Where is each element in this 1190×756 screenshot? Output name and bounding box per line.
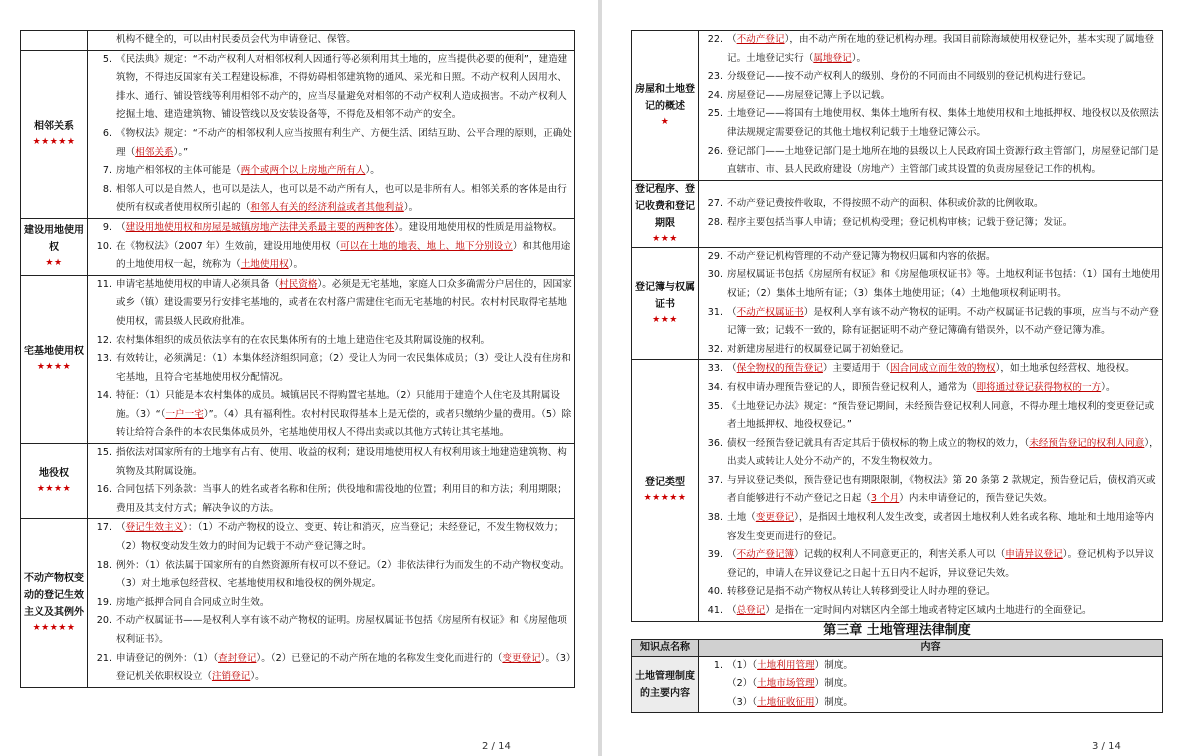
text-segment: （ bbox=[116, 221, 126, 233]
item-text bbox=[116, 594, 574, 613]
table-row bbox=[21, 50, 575, 218]
highlighted-answer: 土地征收征用 bbox=[757, 696, 815, 708]
list-item bbox=[699, 546, 1162, 583]
content-cell bbox=[88, 31, 575, 51]
list-item bbox=[699, 657, 1162, 676]
highlighted-answer: 变更登记 bbox=[755, 512, 795, 524]
text-segment: ）制度。 bbox=[814, 678, 854, 690]
text-segment: ）记载的权利人不同意更正的，利害关系人可以（ bbox=[794, 549, 1006, 561]
highlighted-answer: 查封登记 bbox=[218, 652, 257, 664]
item-number: 16. bbox=[96, 484, 112, 496]
highlighted-answer: 注销登记 bbox=[211, 671, 251, 683]
list-item bbox=[699, 675, 1162, 694]
item-text bbox=[727, 195, 1162, 214]
highlighted-answer: 变更登记 bbox=[502, 652, 541, 664]
text-segment: ）：（1）不动产物权的设立、变更、转让和消灭，应当登记；未经登记，不发生物权效力；（2）物权变动发生效力的时间为记载于不动产登记簿之时。 bbox=[116, 522, 564, 553]
highlighted-answer: 不动产权属证书 bbox=[736, 306, 804, 318]
table-row bbox=[632, 360, 1163, 621]
highlighted-answer: 可以在土地的地表、地上、地下分别设立 bbox=[340, 240, 513, 252]
item-number: 26. bbox=[707, 145, 723, 157]
item-text bbox=[727, 143, 1162, 180]
item-text bbox=[727, 546, 1162, 583]
topic-name: 房屋和土地登记的概述 bbox=[635, 83, 695, 112]
text-segment: ）。 bbox=[403, 202, 419, 214]
importance-stars: ★★★ bbox=[652, 315, 678, 326]
text-segment: ）内未申请登记的，预告登记失效。 bbox=[899, 493, 1053, 505]
topic-cell bbox=[632, 247, 699, 360]
text-segment: 不动产权属证书——是权利人享有该不动产物权的证明。房屋权属证书包括《房屋所有权证》和《房屋他项权利证书》。 bbox=[116, 615, 567, 645]
highlighted-answer: 和邻人有关的经济利益或者其他利益 bbox=[250, 202, 404, 214]
list-item bbox=[699, 398, 1162, 435]
list-item bbox=[88, 557, 574, 594]
table-row bbox=[21, 444, 575, 519]
item-number: 27. bbox=[707, 198, 723, 210]
item-number bbox=[699, 675, 727, 694]
text-segment: ）和其他用途的土地使用权一起，统称为（ bbox=[116, 240, 571, 271]
list-item bbox=[88, 51, 574, 125]
text-segment: ）。 bbox=[288, 259, 304, 271]
item-number: 34. bbox=[707, 381, 723, 393]
item-text bbox=[116, 276, 574, 332]
topic-cell bbox=[632, 656, 699, 713]
text-segment: ）。 bbox=[1101, 381, 1116, 393]
list-item bbox=[88, 31, 574, 50]
list-item bbox=[699, 602, 1162, 621]
list-item bbox=[699, 214, 1162, 233]
list-item bbox=[699, 472, 1162, 509]
text-segment: ）。登记机构予以异议登记的，申请人在异议登记之日起十五日内不起诉，异议登记失效。 bbox=[727, 549, 1154, 579]
item-text bbox=[727, 105, 1162, 142]
item-number: 15. bbox=[96, 447, 112, 459]
item-number: 39. bbox=[707, 549, 723, 561]
list-item bbox=[88, 519, 574, 556]
text-segment: （ bbox=[727, 549, 737, 561]
content-cell bbox=[88, 519, 575, 687]
text-segment: 指依法对国家所有的土地享有占有、使用、收益的权利；建设用地使用权人有权利用该土地建造建筑物、构筑物及其附属设施。 bbox=[116, 447, 567, 477]
text-segment: 在《物权法》（2007 年）生效前，建设用地使用权（ bbox=[116, 240, 341, 252]
text-segment: ）是权利人享有该不动产物权的证明。不动产权属证书记载的事项，应当与不动产登记簿一致；记载不一致的，除有证据证明不动产登记簿确有错误外，以不动产登记簿为准。 bbox=[727, 306, 1159, 337]
text-segment: 与异议登记类似，预告登记也有期限限制，《物权法》第 20 条第 2 款规定，预告登记后，债权消灭或者自能够进行不动产登记之日起（ bbox=[727, 474, 1156, 505]
highlighted-answer: 总登记 bbox=[736, 605, 766, 617]
content-cell bbox=[699, 31, 1163, 181]
item-text bbox=[116, 481, 574, 518]
topic-name: 建设用地使用权 bbox=[24, 225, 84, 254]
text-segment: 房地产抵押合同自合同成立时生效。 bbox=[116, 596, 270, 608]
item-text bbox=[727, 341, 1162, 360]
table-row bbox=[632, 656, 1163, 713]
list-item bbox=[88, 238, 574, 275]
list-item bbox=[699, 195, 1162, 214]
text-segment: 《民法典》规定：“不动产权利人对相邻权利人因通行等必须利用其土地的，应当提供必要的便利”，建造建筑物，不得违反国家有关工程建设标准，不得妨碍相邻建筑物的通风、采光和日照。不动产权利人因用水、排水、通行、铺设管线等利用相邻不动产的，应当尽量避免对相邻的不动产权利人造成损害。不动产权利人挖掘土地、建造建筑物、铺设管线以及安装设备等，不得危及相邻不动产的安全。 bbox=[116, 53, 568, 121]
item-number: 1. bbox=[713, 659, 723, 671]
text-segment: 申请登记的例外：（1）（ bbox=[116, 652, 219, 664]
item-text bbox=[116, 181, 574, 218]
item-text bbox=[727, 214, 1162, 233]
text-segment: 合同包括下列条款：当事人的姓名或者名称和住所；供役地和需役地的位置；利用目的和方法；利用期限；费用及其支付方式；解决争议的方法。 bbox=[116, 484, 567, 514]
content-cell bbox=[699, 180, 1163, 247]
item-text bbox=[727, 360, 1162, 379]
topic-name: 不动产物权变动的登记生效主义及其例外 bbox=[24, 573, 84, 619]
topic-cell bbox=[21, 31, 88, 51]
list-item bbox=[699, 341, 1162, 360]
item-number: 14. bbox=[96, 390, 112, 402]
text-segment: 申请宅基地使用权的申请人必须具备（ bbox=[116, 278, 280, 290]
text-segment: ）制度。 bbox=[814, 696, 854, 708]
list-item bbox=[699, 248, 1162, 267]
item-number: 29. bbox=[707, 250, 723, 262]
content-cell bbox=[88, 50, 575, 218]
item-text bbox=[727, 602, 1162, 621]
text-segment: 房地产相邻权的主体可能是（ bbox=[116, 165, 241, 177]
item-number: 19. bbox=[96, 596, 112, 608]
text-segment: ），出卖人或转让人处分不动产的，不发生物权效力。 bbox=[727, 437, 1159, 468]
highlighted-answer: 一户一宅 bbox=[165, 408, 204, 420]
text-segment: 例外：（1）依法属于国家所有的自然资源所有权可以不登记。（2）非依法律行为而发生的不动产物权变动。（3）对土地承包经营权、宅基地使用权和地役权的例外规定。 bbox=[116, 559, 570, 590]
list-item bbox=[699, 694, 1162, 713]
topic-cell bbox=[21, 50, 88, 218]
text-segment: （ bbox=[727, 34, 737, 45]
chapter-title: 第三章 土地管理法律制度 bbox=[823, 622, 971, 638]
item-number: 25. bbox=[707, 108, 723, 120]
highlighted-answer: 不动产登记簿 bbox=[736, 549, 795, 561]
item-text bbox=[727, 583, 1162, 602]
content-cell bbox=[699, 656, 1163, 713]
text-segment: ）。（3）登记机关依职权设立（ bbox=[116, 652, 571, 683]
text-segment: ）。（2）已登记的不动产所在地的名称发生变化而进行的（ bbox=[256, 652, 503, 664]
highlighted-answer: 两个或两个以上房地产所有人 bbox=[240, 165, 366, 177]
content-cell bbox=[88, 444, 575, 519]
list-item bbox=[88, 276, 574, 332]
page-number: 2 / 14 bbox=[482, 741, 511, 752]
text-segment: ）制度。 bbox=[814, 659, 854, 671]
list-item bbox=[88, 125, 574, 162]
list-item bbox=[88, 594, 574, 613]
text-segment: 土地登记——将国有土地使用权、集体土地所有权、集体土地使用权和土地抵押权、地役权以及依照法律法规规定需要登记的其他土地权利记载于土地登记簿公示。 bbox=[727, 108, 1159, 138]
text-segment: （ bbox=[727, 363, 737, 375]
list-item bbox=[699, 87, 1162, 106]
item-text bbox=[116, 162, 574, 181]
item-number: 6. bbox=[102, 127, 112, 139]
topic-name: 宅基地使用权 bbox=[24, 346, 84, 358]
item-number bbox=[699, 694, 727, 713]
text-segment: 房屋登记——房屋登记簿上予以记载。 bbox=[727, 89, 891, 101]
list-item bbox=[88, 612, 574, 649]
table-row bbox=[21, 218, 575, 275]
list-item bbox=[88, 481, 574, 518]
text-segment: ）是指在一定时间内对辖区内全部土地或者特定区域内土地进行的全面登记。 bbox=[765, 605, 1092, 617]
highlighted-answer: 建设用地使用权和房屋是城镇房地产法律关系最主要的两种客体 bbox=[125, 221, 395, 233]
item-text bbox=[727, 248, 1162, 267]
list-item bbox=[88, 387, 574, 443]
topic-cell bbox=[21, 519, 88, 687]
topic-cell bbox=[632, 31, 699, 181]
item-number: 13. bbox=[96, 353, 112, 365]
item-number: 18. bbox=[96, 559, 112, 571]
text-segment: ）。 bbox=[851, 52, 867, 64]
text-segment: ）。建设用地使用权的性质是用益物权。 bbox=[394, 221, 563, 233]
list-item bbox=[88, 181, 574, 218]
item-number: 33. bbox=[707, 363, 723, 375]
item-number: 32. bbox=[707, 343, 723, 355]
highlighted-answer: 即将通过登记获得物权的一方 bbox=[976, 381, 1102, 393]
chapter-row bbox=[632, 621, 1163, 639]
text-segment: ）主要适用于（ bbox=[822, 363, 891, 375]
item-text bbox=[116, 519, 574, 556]
text-segment: 《土地登记办法》规定：“预告登记期间，未经预告登记权利人同意，不得办理土地权利的变更登记或者土地抵押权、地役权登记。” bbox=[727, 400, 1155, 431]
text-segment: （1）（ bbox=[727, 659, 758, 671]
item-number: 17. bbox=[96, 522, 112, 534]
text-segment: （ bbox=[116, 522, 126, 534]
list-item bbox=[699, 304, 1162, 341]
topic-name: 相邻关系 bbox=[34, 121, 74, 133]
text-segment: ）。 bbox=[250, 671, 265, 683]
column-header: 知识点名称 bbox=[632, 639, 699, 656]
item-text bbox=[116, 387, 574, 443]
item-number: 41. bbox=[707, 605, 723, 617]
text-segment: ），是指因土地权利人发生改变，或者因土地权利人姓名或名称、地址和土地用途等内容发生变更而进行的登记。 bbox=[727, 512, 1154, 542]
item-text bbox=[116, 51, 574, 125]
item-number: 28. bbox=[707, 216, 723, 228]
highlighted-answer: 土地利用管理 bbox=[757, 659, 815, 671]
importance-stars: ★★★★ bbox=[36, 484, 72, 495]
list-item bbox=[699, 583, 1162, 602]
text-segment: （2）（ bbox=[727, 678, 758, 690]
text-segment: ）。必须是无宅基地，家庭人口众多确需分户居住的，因国家或乡（镇）建设需要另行安排宅基地的，或者在农村落户需建住宅而无宅基地的村民。农村村民取得宅基地使用权，需县级人民政府批准。 bbox=[116, 278, 572, 327]
table-row bbox=[21, 275, 575, 443]
list-item bbox=[88, 350, 574, 387]
text-segment: 房屋权属证书包括《房屋所有权证》和《房屋他项权证书》等。土地权利证书包括：（1）国有土地使用权证；（2）集体土地所有证；（3）集体土地使用证；（4）土地他项权利证明书。 bbox=[727, 269, 1161, 299]
item-text bbox=[116, 650, 574, 687]
item-number: 5. bbox=[102, 53, 112, 65]
item-number: 22. bbox=[707, 34, 723, 45]
item-text bbox=[727, 68, 1162, 87]
topic-cell bbox=[21, 218, 88, 275]
text-segment: 土地（ bbox=[727, 512, 756, 524]
item-text bbox=[116, 444, 574, 481]
table-row bbox=[21, 31, 575, 51]
item-text bbox=[727, 657, 1162, 676]
list-item bbox=[699, 266, 1162, 303]
text-segment: ），由不动产所在地的登记机构办理。我国目前除海域使用权登记外，基本实现了属地登记。土地登记实行（ bbox=[727, 34, 1154, 64]
content-cell bbox=[88, 218, 575, 275]
item-number: 40. bbox=[707, 586, 723, 598]
text-segment: 相邻人可以是自然人，也可以是法人，也可以是不动产所有人，也可以是非所有人。相邻关系的客体是由行使所有权或者使用权所引起的（ bbox=[116, 183, 567, 214]
item-number: 30. bbox=[707, 269, 723, 281]
item-number: 35. bbox=[707, 400, 723, 412]
text-segment: 有权申请办理预告登记的人，即预告登记权利人，通常为（ bbox=[727, 381, 977, 393]
text-segment: 分级登记——按不动产权利人的级别、身份的不同而由不同级别的登记机构进行登记。 bbox=[727, 71, 1092, 83]
importance-stars: ★★ bbox=[45, 258, 63, 269]
item-number: 24. bbox=[707, 89, 723, 101]
item-number: 10. bbox=[96, 240, 112, 252]
topic-name: 登记簿与权属证书 bbox=[635, 282, 695, 311]
highlighted-answer: 土地市场管理 bbox=[757, 678, 815, 690]
highlighted-answer: 未经预告登记的权利人同意 bbox=[1029, 437, 1145, 449]
highlighted-answer: 申请异议登记 bbox=[1005, 549, 1063, 561]
topic-cell bbox=[21, 275, 88, 443]
highlighted-answer: 3 个月 bbox=[870, 493, 900, 505]
item-text bbox=[727, 266, 1162, 303]
text-segment: ）。” bbox=[173, 146, 189, 158]
highlighted-answer: 村民资格 bbox=[279, 278, 318, 290]
item-number: 21. bbox=[96, 652, 112, 664]
item-text bbox=[116, 31, 574, 50]
item-text bbox=[116, 557, 574, 594]
list-item bbox=[88, 332, 574, 351]
importance-stars: ★★★★★ bbox=[32, 623, 76, 634]
item-text bbox=[727, 435, 1162, 472]
list-item bbox=[699, 509, 1162, 546]
item-number: 31. bbox=[707, 306, 723, 318]
list-item bbox=[699, 31, 1162, 68]
text-segment: 债权一经预告登记就具有否定其后于债权标的物上成立的物权的效力，（ bbox=[727, 437, 1030, 449]
topic-cell bbox=[632, 360, 699, 621]
text-segment: 对新建房屋进行的权属登记属于初始登记。 bbox=[727, 343, 910, 355]
item-text bbox=[116, 219, 574, 238]
knowledge-table-right bbox=[631, 30, 1163, 713]
content-cell bbox=[699, 247, 1163, 360]
text-segment: 特征：（1）只能是本农村集体的成员。城镇居民不得购置宅基地。（2）只能用于建造个人住宅及其附属设施。（3）“（ bbox=[116, 390, 560, 420]
item-text bbox=[116, 612, 574, 649]
item-number: 8. bbox=[102, 183, 112, 195]
table-header-row bbox=[632, 639, 1163, 656]
topic-cell bbox=[632, 180, 699, 247]
list-item bbox=[88, 444, 574, 481]
text-segment: ）。 bbox=[365, 165, 380, 177]
item-text bbox=[727, 398, 1162, 435]
text-segment: ）”。（4）具有福利性。农村村民取得基本上是无偿的，或者只缴纳少量的费用。（5）除转让给符合条件的本农民集体成员外，宅基地使用权人不得出卖或以其他方式转让其宅基地。 bbox=[116, 408, 572, 439]
highlighted-answer: 不动产登记 bbox=[736, 34, 785, 45]
table-row bbox=[632, 31, 1163, 181]
list-item bbox=[88, 650, 574, 687]
text-segment: 有效转让，必须满足：（1）本集体经济组织同意；（2）受让人为同一农民集体成员；（3）受让人没有住房和宅基地，且符合宅基地使用权分配情况。 bbox=[116, 353, 571, 383]
text-segment: 登记部门——土地登记部门是土地所在地的县级以上人民政府国土资源行政主管部门，房屋登记部门是直辖市、市、县人民政府建设（房地产）主管部门或其设置的负责房屋登记工作的机构。 bbox=[727, 145, 1159, 176]
item-text bbox=[116, 332, 574, 351]
item-text bbox=[727, 31, 1162, 68]
list-item bbox=[699, 68, 1162, 87]
list-item bbox=[88, 219, 574, 238]
item-number: 9. bbox=[102, 221, 112, 233]
item-number: 12. bbox=[96, 334, 112, 346]
topic-name: 登记程序、登记收费和登记期限 bbox=[635, 183, 695, 229]
text-segment: 不动产登记机构管理的不动产登记簿为物权归属和内容的依据。 bbox=[727, 250, 996, 262]
text-segment: （3）（ bbox=[727, 696, 758, 708]
item-text bbox=[116, 125, 574, 162]
item-text bbox=[727, 304, 1162, 341]
text-segment: 程序主要包括当事人申请；登记机构受理；登记机构审核；记载于登记簿；发证。 bbox=[727, 216, 1073, 228]
importance-stars: ★★★★★ bbox=[643, 493, 687, 504]
item-text bbox=[727, 87, 1162, 106]
item-number: 7. bbox=[102, 165, 112, 177]
highlighted-answer: 因合同成立而生效的物权 bbox=[890, 363, 996, 375]
list-item bbox=[699, 360, 1162, 379]
list-item bbox=[699, 435, 1162, 472]
text-segment: （ bbox=[727, 605, 737, 617]
item-number bbox=[88, 31, 116, 50]
text-segment: 《物权法》规定：“不动产的相邻权利人应当按照有利生产、方便生活、团结互助、公平合理的原则，正确处理（ bbox=[116, 127, 572, 158]
topic-name: 土地管理制度的主要内容 bbox=[635, 670, 695, 699]
knowledge-table-left bbox=[20, 30, 575, 688]
item-number: 36. bbox=[707, 437, 723, 449]
highlighted-answer: 属地登记 bbox=[813, 52, 852, 64]
item-text bbox=[116, 350, 574, 387]
item-number: 37. bbox=[707, 474, 723, 486]
item-text bbox=[727, 675, 1162, 694]
highlighted-answer: 相邻关系 bbox=[135, 146, 174, 158]
importance-stars: ★★★★★ bbox=[32, 137, 76, 148]
table-row bbox=[21, 519, 575, 687]
item-number: 20. bbox=[96, 615, 112, 627]
topic-cell bbox=[21, 444, 88, 519]
importance-stars: ★ bbox=[660, 116, 670, 127]
item-number: 11. bbox=[96, 278, 112, 290]
list-item bbox=[699, 379, 1162, 398]
content-cell bbox=[699, 360, 1163, 621]
item-text bbox=[727, 694, 1162, 713]
importance-stars: ★★★★ bbox=[36, 362, 72, 373]
topic-name: 地役权 bbox=[39, 468, 69, 480]
item-text bbox=[727, 379, 1162, 398]
list-item bbox=[699, 105, 1162, 142]
table-row bbox=[632, 180, 1163, 247]
highlighted-answer: 保全物权的预告登记 bbox=[736, 363, 823, 375]
item-text bbox=[116, 238, 574, 275]
document-page-right bbox=[602, 0, 1190, 756]
list-item bbox=[88, 162, 574, 181]
text-segment: 转移登记是指不动产物权从转让人转移到受让人时办理的登记。 bbox=[727, 586, 996, 598]
highlighted-answer: 土地使用权 bbox=[240, 259, 289, 271]
column-header: 内容 bbox=[699, 639, 1163, 656]
importance-stars: ★★★ bbox=[652, 233, 678, 244]
item-number: 38. bbox=[707, 512, 723, 524]
text-segment: 不动产登记费按件收取，不得按照不动产的面积、体积或价款的比例收取。 bbox=[727, 198, 1044, 210]
highlighted-answer: 登记生效主义 bbox=[125, 522, 184, 534]
item-number: 23. bbox=[707, 71, 723, 83]
text-segment: 农村集体组织的成员依法享有的在农民集体所有的土地上建造住宅及其附属设施的权利。 bbox=[116, 334, 491, 346]
text-segment: ），如土地承包经营权、地役权。 bbox=[995, 363, 1135, 375]
text-segment: （ bbox=[727, 306, 737, 318]
table-row bbox=[632, 247, 1163, 360]
item-text bbox=[727, 472, 1162, 509]
text-segment: 机构不健全的，可以由村民委员会代为申请登记、保管。 bbox=[116, 34, 356, 45]
page-number: 3 / 14 bbox=[1092, 741, 1121, 752]
topic-name: 登记类型 bbox=[645, 477, 685, 489]
item-text bbox=[727, 509, 1162, 546]
list-item bbox=[699, 143, 1162, 180]
content-cell bbox=[88, 275, 575, 443]
